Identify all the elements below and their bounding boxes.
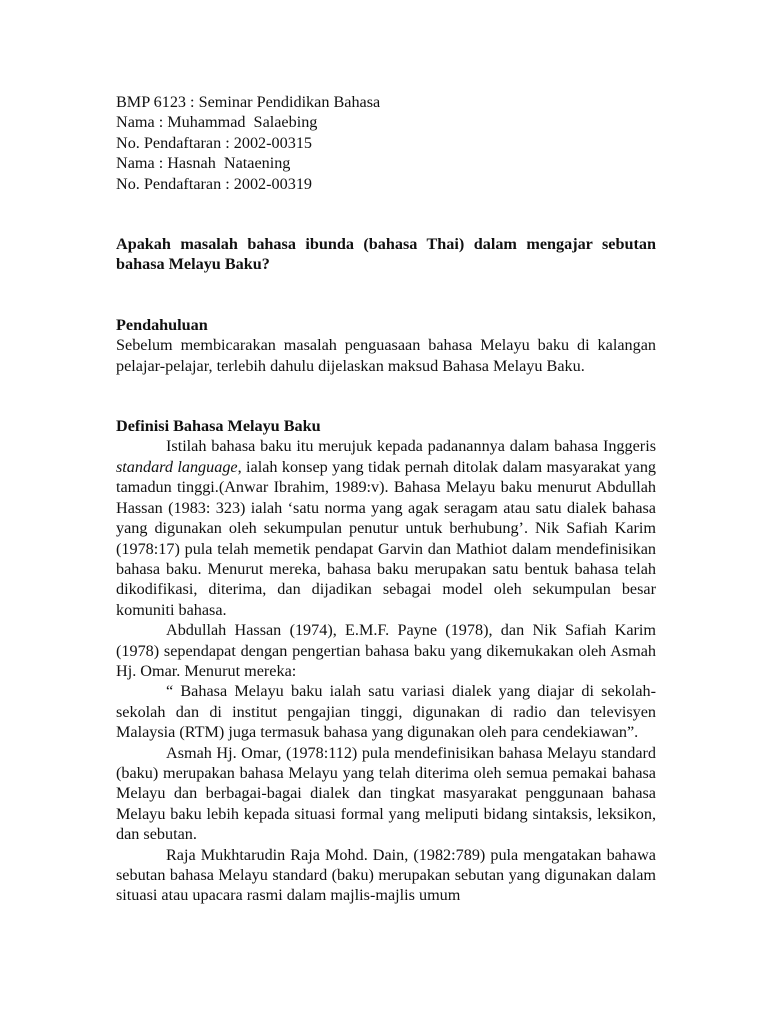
- definition-quote: “ Bahasa Melayu baku ialah satu variasi dialek yang diajar di sekolah-sekolah dan di institut pengajian tinggi, digunakan di radio dan televisyen Malaysia (RTM) juga termasuk bahasa yang digunakan oleh para cendekiawan”.: [116, 682, 656, 742]
- header-block: [116, 92, 656, 194]
- definition-section: [116, 416, 656, 906]
- student-name-2: Nama : Hasnah Nataening: [116, 154, 291, 173]
- intro-heading: Pendahuluan: [116, 315, 208, 334]
- paragraph-1-text-end: , ialah konsep yang tidak pernah ditolak dalam masyarakat yang tamadun tinggi.(Anwar Ibrahim, 1989:v). Bahasa Melayu baku menurut Abdullah Hassan (1983: 323) ialah ‘satu norma yang agak seragam atau satu dialek bahasa yang digunakan oleh sekumpulan penutur untuk berhubung’. Nik Safiah Karim (1978:17) pula telah memetik pendapat Garvin dan Mathiot dalam mendefinisikan bahasa baku. Menurut mereka, bahasa baku merupakan satu bentuk bahasa telah dikodifikasi, diterima, dan dijadikan sebagai model oleh sekumpulan besar komuniti bahasa.: [116, 457, 657, 619]
- essay-question: Apakah masalah bahasa ibunda (bahasa Thai) dalam mengajar sebutan bahasa Melayu Baku?: [116, 235, 656, 274]
- definition-paragraph-4: Asmah Hj. Omar, (1978:112) pula mendefinisikan bahasa Melayu standard (baku) merupakan bahasa Melayu yang telah diterima oleh semua pemakai bahasa Melayu dan berbagai-bagai dialek dan tingkat masyarakat penggunaan bahasa Melayu baku lebih kepada situasi formal yang meliputi bidang sintaksis, leksikon, dan sebutan.: [116, 743, 656, 844]
- definition-paragraph-5: Raja Mukhtarudin Raja Mohd. Dain, (1982:789) pula mengatakan bahawa sebutan bahasa Melayu standard (baku) merupakan sebutan yang digunakan dalam situasi atau upacara rasmi dalam majlis-majlis umum: [116, 845, 656, 905]
- paragraph-1-italic-term: standard language: [116, 457, 238, 476]
- registration-number-1: No. Pendaftaran : 2002-00315: [116, 133, 313, 152]
- student-name-1: Nama : Muhammad Salaebing: [116, 113, 318, 132]
- course-title: BMP 6123 : Seminar Pendidikan Bahasa: [116, 93, 381, 111]
- intro-section: [116, 315, 656, 376]
- registration-number-2: No. Pendaftaran : 2002-00319: [116, 174, 313, 193]
- definition-paragraph-2: Abdullah Hassan (1974), E.M.F. Payne (1978), dan Nik Safiah Karim (1978) sependapat dengan pengertian bahasa baku yang dikemukakan oleh Asmah Hj. Omar. Menurut mereka:: [116, 621, 656, 680]
- paragraph-1-text-start: Istilah bahasa baku itu merujuk kepada padanannya dalam bahasa Inggeris: [166, 437, 656, 456]
- definition-heading: Definisi Bahasa Melayu Baku: [116, 417, 321, 436]
- intro-paragraph: Sebelum membicarakan masalah penguasaan bahasa Melayu baku di kalangan pelajar-pelajar, terlebih dahulu dijelaskan maksud Bahasa Melayu Baku.: [116, 336, 656, 375]
- definition-paragraph-1: [116, 436, 656, 620]
